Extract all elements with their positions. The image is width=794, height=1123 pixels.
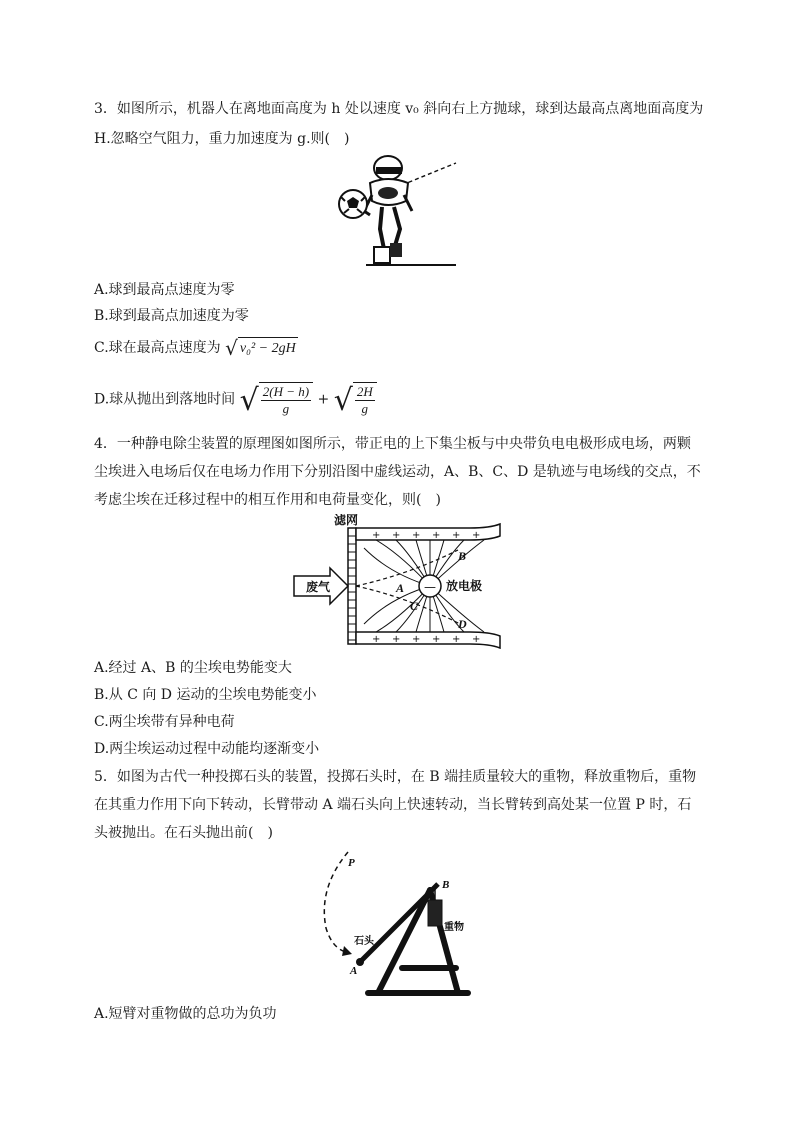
svg-text:+: + — [472, 634, 481, 645]
plus-sign: + — [317, 391, 330, 408]
exhaust-label: 废气 — [306, 580, 331, 594]
electrostatic-precipitator-figure — [290, 514, 505, 649]
q3-stem-line2: H.忽略空气阻力，重力加速度为 g.则( ) — [94, 131, 350, 147]
q3-option-a: A.球到最高点速度为零 — [94, 282, 235, 298]
sqrt-fraction-1: √ $\frac{2(H - h)}{g}$ — [240, 382, 313, 417]
q3-option-d-text: D.球从抛出到落地时间 — [94, 391, 236, 408]
sqrt-expression: √ v₀² − 2gH — [225, 336, 296, 360]
position-p-label: P — [348, 857, 355, 869]
q3-option-c — [94, 337, 298, 359]
svg-text:+: + — [412, 634, 421, 645]
point-b-label: B — [458, 549, 467, 563]
svg-text:+: + — [432, 530, 441, 541]
sqrt-fraction-2: √ $\frac{2H}{g}$ — [334, 382, 377, 417]
svg-text:+: + — [452, 530, 461, 541]
svg-text:+: + — [412, 530, 421, 541]
frac-2-numerator: 2H — [356, 384, 373, 399]
end-a-label: A — [350, 965, 358, 977]
svg-text:+: + — [372, 530, 381, 541]
q5-stem-line2: 在其重力作用下向下转动，长臂带动 A 端石头向上快速转动，当长臂转到高处某一位置 P 时，石 — [94, 797, 692, 813]
end-b-label: B — [442, 879, 450, 891]
q3-option-d — [94, 382, 377, 417]
q4-stem-line1: 4．一种静电除尘装置的原理图如图所示，带正电的上下集尘板与中央带负电电极形成电场，两颗 — [94, 436, 691, 452]
point-c-label: C — [410, 599, 419, 613]
svg-text:+: + — [452, 634, 461, 645]
q4-option-a: A.经过 A、B 的尘埃电势能变大 — [94, 660, 292, 676]
frac-1-denominator: g — [282, 401, 290, 416]
electrode-minus-label: — — [424, 580, 436, 594]
q5-stem-line1: 5．如图为古代一种投掷石头的装置，投掷石头时，在 B 端挂质量较大的重物，释放重物后，重物 — [94, 769, 697, 785]
q3-option-b: B.球到最高点加速度为零 — [94, 308, 249, 324]
svg-text:+: + — [392, 530, 401, 541]
q5-stem-line3: 头被抛出。在石头抛出前( ) — [94, 825, 273, 841]
q4-option-d: D.两尘埃运动过程中动能均逐渐变小 — [94, 741, 320, 757]
q3-option-c-expr: v₀² − 2gH — [238, 337, 298, 359]
q4-option-c: C.两尘埃带有异种电荷 — [94, 714, 235, 730]
trebuchet-figure — [318, 848, 478, 1000]
q4-option-b: B.从 C 向 D 运动的尘埃电势能变小 — [94, 687, 317, 703]
svg-text:+: + — [472, 530, 481, 541]
point-a-label: A — [396, 581, 405, 595]
filter-label: 滤网 — [334, 514, 359, 527]
frac-2-denominator: g — [361, 401, 369, 416]
svg-text:+: + — [392, 634, 401, 645]
q4-stem-line3: 考虑尘埃在迁移过程中的相互作用和电荷量变化，则( ) — [94, 492, 441, 508]
q5-option-a: A.短臂对重物做的总功为负功 — [94, 1006, 277, 1022]
stone-label: 石头 — [354, 936, 374, 947]
svg-text:+: + — [372, 634, 381, 645]
weight-label: 重物 — [444, 922, 464, 933]
q3-option-c-text: C.球在最高点速度为 — [94, 340, 221, 356]
robot-throwing-figure — [336, 153, 462, 268]
frac-1-numerator: 2(H − h) — [262, 384, 310, 399]
svg-text:+: + — [432, 634, 441, 645]
q3-stem-line1: 3．如图所示，机器人在离地面高度为 h 处以速度 v₀ 斜向右上方抛球，球到达最高点离地面高度为 — [94, 101, 704, 117]
electrode-label: 放电极 — [446, 579, 483, 593]
q4-stem-line2: 尘埃进入电场后仅在电场力作用下分别沿图中虚线运动，A、B、C、D 是轨迹与电场线的交点，不 — [94, 464, 701, 480]
point-d-label: D — [458, 617, 467, 631]
